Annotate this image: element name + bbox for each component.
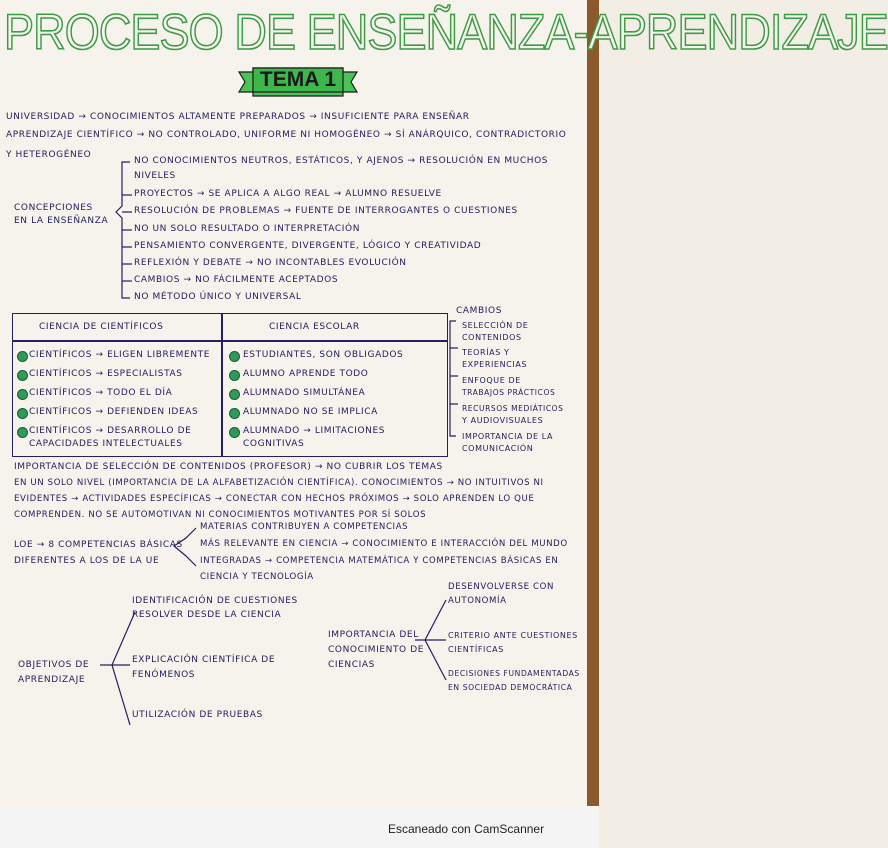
objetivos-label: APRENDIZAJE xyxy=(18,675,86,685)
concepcion-item: CAMBIOS → NO FÁCILMENTE ACEPTADOS xyxy=(134,275,339,285)
table-divider xyxy=(221,314,223,456)
cambios-item: ENFOQUE DE xyxy=(462,376,521,385)
bullet-icon xyxy=(229,370,240,381)
tema-banner xyxy=(239,66,357,96)
cambios-item: SELECCIÓN DE xyxy=(462,321,529,330)
bullet-icon xyxy=(229,389,240,400)
loe-item: MATERIAS CONTRIBUYEN A COMPETENCIAS xyxy=(200,522,409,532)
intro-line: Y HETEROGÉNEO xyxy=(6,150,92,160)
tema-label: TEMA 1 xyxy=(259,68,337,91)
table-cell: COGNITIVAS xyxy=(243,439,305,449)
bullet-icon xyxy=(17,427,28,438)
cambios-label: CAMBIOS xyxy=(456,306,503,316)
concepciones-label: CONCEPCIONES xyxy=(14,203,93,213)
table-cell: CIENTÍFICOS → DEFIENDEN IDEAS xyxy=(29,407,199,417)
paragraph-line: EVIDENTES → ACTIVIDADES ESPECÍFICAS → CONECTAR CON HECHOS PRÓXIMOS → SOLO APRENDEN LO QUE xyxy=(14,494,535,504)
intro-line: UNIVERSIDAD → CONOCIMIENTOS ALTAMENTE PREPARADOS → INSUFICIENTE PARA ENSEÑAR xyxy=(6,112,470,122)
loe-item: INTEGRADAS → COMPETENCIA MATEMÁTICA Y COMPETENCIAS BÁSICAS EN xyxy=(200,556,559,566)
paragraph-line: EN UN SOLO NIVEL (IMPORTANCIA DE LA ALFABETIZACIÓN CIENTÍFICA). CONOCIMIENTOS → NO INTUITIVOS NI xyxy=(14,478,544,488)
cambios-item: EXPERIENCIAS xyxy=(462,360,528,369)
loe-item: MÁS RELEVANTE EN CIENCIA → CONOCIMIENTO E INTERACCIÓN DEL MUNDO xyxy=(200,539,568,549)
importancia-item: DESENVOLVERSE CON xyxy=(448,582,554,592)
cambios-item: IMPORTANCIA DE LA xyxy=(462,432,554,441)
objetivo-item: EXPLICACIÓN CIENTÍFICA DE xyxy=(132,655,276,665)
concepcion-item: REFLEXIÓN Y DEBATE → NO INCONTABLES EVOLUCIÓN xyxy=(134,258,407,268)
cambios-item: Y AUDIOVISUALES xyxy=(462,416,544,425)
cambios-item: RECURSOS MEDIÁTICOS xyxy=(462,404,564,413)
bullet-icon xyxy=(17,408,28,419)
bullet-icon xyxy=(17,370,28,381)
concepcion-item: NIVELES xyxy=(134,171,176,181)
concepcion-item: PENSAMIENTO CONVERGENTE, DIVERGENTE, LÓGICO Y CREATIVIDAD xyxy=(134,241,482,251)
objetivo-item: RESOLVER DESDE LA CIENCIA xyxy=(132,610,282,620)
cambios-item: TEORÍAS Y xyxy=(462,348,510,357)
concepcion-item: NO CONOCIMIENTOS NEUTROS, ESTÁTICOS, Y AJENOS → RESOLUCIÓN EN MUCHOS xyxy=(134,156,549,166)
concepcion-item: NO MÉTODO ÚNICO Y UNIVERSAL xyxy=(134,292,302,302)
loe-label: DIFERENTES A LOS DE LA UE xyxy=(14,556,160,566)
table-cell: CIENTÍFICOS → ESPECIALISTAS xyxy=(29,369,183,379)
table-header-cientificos: CIENCIA DE CIENTÍFICOS xyxy=(39,322,164,332)
cambios-brace xyxy=(450,321,456,436)
intro-line: APRENDIZAJE CIENTÍFICO → NO CONTROLADO, UNIFORME NI HOMOGÉNEO → SÍ ANÁRQUICO, CONTRADICTORIO xyxy=(6,130,567,140)
concepciones-label: EN LA ENSEÑANZA xyxy=(14,216,109,226)
importancia-label: CIENCIAS xyxy=(328,660,375,670)
paragraph-line: COMPRENDEN. NO SE AUTOMOTIVAN NI CONOCIMIENTOS MOTIVANTES POR SÍ SOLOS xyxy=(14,510,427,520)
objetivos-label: OBJETIVOS DE xyxy=(18,660,90,670)
importancia-item: CRITERIO ANTE CUESTIONES xyxy=(448,631,578,640)
importancia-label: CONOCIMIENTO DE xyxy=(328,645,425,655)
importancia-label: IMPORTANCIA DEL xyxy=(328,630,419,640)
page-title: PROCESO DE ENSEÑANZA-APRENDIZAJE xyxy=(4,4,888,60)
table-cell: CIENTÍFICOS → DESARROLLO DE xyxy=(29,426,192,436)
objetivo-item: UTILIZACIÓN DE PRUEBAS xyxy=(132,710,263,720)
objetivo-item: IDENTIFICACIÓN DE CUESTIONES xyxy=(132,596,298,606)
cambios-item: COMUNICACIÓN xyxy=(462,444,534,453)
cambios-item: CONTENIDOS xyxy=(462,333,522,342)
table-cell: ALUMNADO NO SE IMPLICA xyxy=(243,407,378,417)
table-cell: ESTUDIANTES, SON OBLIGADOS xyxy=(243,350,404,360)
bullet-icon xyxy=(229,427,240,438)
concepcion-item: PROYECTOS → SE APLICA A ALGO REAL → ALUMNO RESUELVE xyxy=(134,189,442,199)
importancia-item: EN SOCIEDAD DEMOCRÁTICA xyxy=(448,683,573,692)
cambios-item: TRABAJOS PRÁCTICOS xyxy=(462,388,556,397)
scanner-watermark: Escaneado con CamScanner xyxy=(388,822,545,836)
table-cell: CAPACIDADES INTELECTUALES xyxy=(29,439,183,449)
importancia-item: CIENTÍFICAS xyxy=(448,645,504,654)
table-cell: ALUMNADO SIMULTÁNEA xyxy=(243,388,366,398)
bullet-icon xyxy=(17,351,28,362)
importancia-item: DECISIONES FUNDAMENTADAS xyxy=(448,669,580,678)
table-cell: CIENTÍFICOS → TODO EL DÍA xyxy=(29,388,173,398)
concepcion-item: NO UN SOLO RESULTADO O INTERPRETACIÓN xyxy=(134,224,361,234)
loe-item: CIENCIA Y TECNOLOGÍA xyxy=(200,572,314,582)
table-header-rule xyxy=(13,340,447,342)
importancia-item: AUTONOMÍA xyxy=(448,596,507,606)
paragraph-line: IMPORTANCIA DE SELECCIÓN DE CONTENIDOS (PROFESOR) → NO CUBRIR LOS TEMAS xyxy=(14,462,443,472)
objetivos-brace xyxy=(112,612,135,725)
bullet-icon xyxy=(229,351,240,362)
bullet-icon xyxy=(17,389,28,400)
table-cell: CIENTÍFICOS → ELIGEN LIBREMENTE xyxy=(29,350,211,360)
table-cell: ALUMNADO → LIMITACIONES xyxy=(243,426,386,436)
loe-label: LOE → 8 COMPETENCIAS BÁSICAS xyxy=(14,540,183,550)
bullet-icon xyxy=(229,408,240,419)
objetivo-item: FENÓMENOS xyxy=(132,670,196,680)
comparison-table xyxy=(12,313,448,457)
concepcion-item: RESOLUCIÓN DE PROBLEMAS → FUENTE DE INTERROGANTES O CUESTIONES xyxy=(134,206,518,216)
table-header-escolar: CIENCIA ESCOLAR xyxy=(269,322,360,332)
table-cell: ALUMNO APRENDE TODO xyxy=(243,369,369,379)
